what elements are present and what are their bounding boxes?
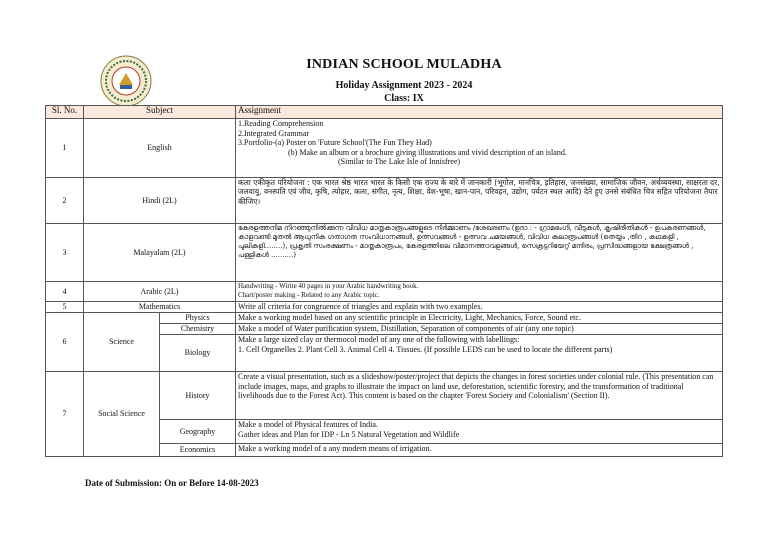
assignment-malayalam: കേരളത്തനിമ നിറഞ്ഞുനിൽക്കുന്ന വിവിധ മാതൃകാരൂപങ്ങളുടെ നിർമ്മാണം /ശേഖരണം (ഉദാ : - ഗ്രാമഭംഗി, വീടുകൾ, കൃഷിരീതികൾ - ഉപകരണങ്ങൾ, കാളവണ്ടി മുതൽ ആധുനിക ഗതാഗത സംവിധാനങ്ങൾ, ഉത്സവങ്ങൾ - ഉത്സവ ചമയങ്ങൾ, വിവിധ കലാരൂപങ്ങൾ (തെയ്യം ,തിറ , കഥകളി , പുലികളി........), പ്രകൃതി സംരക്ഷണം - മാതൃകാരൂപം, കേരളത്തിലെ വിമാനത്താവളങ്ങൾ, സെക്രട്ടറിയേറ്റ് മന്ദിരം, പ്രസിദ്ധങ്ങളായ ക്ഷേത്രങ്ങൾ , പള്ളികൾ ..........) <box>236 224 723 282</box>
row-number: 4 <box>46 282 84 302</box>
class-label: Class: IX <box>384 93 424 104</box>
subsubject-biology: Biology <box>160 335 236 372</box>
arabic-line-2: Chart/poster making - Related to any Arabic topic. <box>238 290 380 299</box>
subsubject-economics: Economics <box>160 444 236 457</box>
assignment-english <box>236 119 723 178</box>
geography-line-1: Make a model of Physical features of India. <box>238 420 378 429</box>
subsubject-history: History <box>160 372 236 420</box>
row-number: 2 <box>46 178 84 224</box>
subsubject-physics: Physics <box>160 313 236 324</box>
row-number: 7 <box>46 372 84 457</box>
table-row-hindi <box>46 178 723 224</box>
table-row-english <box>46 119 723 178</box>
table-row-arabic <box>46 282 723 302</box>
assignment-history: Create a visual presentation, such as a slideshow/poster/project that depicts the changes in forest societies under colonial rule. (This presentation can include images, maps, and graphs to illustrate the impact on land use, deforestation, scientific forestry, and the transformation of traditional livelihoods due to the Forest Act). This content is based on the chapter 'Forest Society and Colonialism' (Section II). <box>236 372 723 420</box>
table-row-maths <box>46 302 723 313</box>
english-line-2: 2.Integrated Grammar <box>238 128 310 138</box>
assignment-title: Holiday Assignment 2023 - 2024 <box>335 80 473 91</box>
table-row-malayalam <box>46 224 723 282</box>
assignment-economics: Make a working model of a any modern means of irrigation. <box>236 444 723 457</box>
assignment-arabic <box>236 282 723 302</box>
submission-date: Date of Submission: On or Before 14-08-2023 <box>85 478 259 488</box>
english-line-4: (b) Make an album or a brochure giving illustrations and vivid description of an island. <box>288 147 567 157</box>
row-number: 6 <box>46 313 84 372</box>
subject-science: Science <box>84 313 160 372</box>
assignment-maths: Write all criteria for congruence of triangles and explain with two examples. <box>236 302 723 313</box>
header-assignment: Assignment <box>236 106 723 119</box>
subject-maths: Mathematics <box>84 302 236 313</box>
table-header-row <box>46 106 723 119</box>
assignment-hindi: कला एकीकृत परियोजना : एक भारत श्रेष्ठ भारत भारत के किसी एक राज्य के बारे में जानकारी (भूगोल, मानचित्र, इतिहास, जनसंख्या, सामाजिक जीवन, अर्थव्यवस्था, साक्षरता दर, जलवायु, वनस्पति एवं जीव, कृषि, त्योहार, कला, संगीत, नृत्य, शिक्षा, वेश-भूषा, खान-पान, परिवहन, उद्योग, पर्यटन स्थल आदि) देते हुए उनसे संबंधित चित्र सहित परियोजना तैयार कीजिए। <box>236 178 723 224</box>
subject-english: English <box>84 119 236 178</box>
header-sl-no: Sl. No. <box>46 106 84 119</box>
header-subject: Subject <box>84 106 236 119</box>
english-line-5: (Similar to The Lake Isle of Innisfree) <box>338 157 461 167</box>
table-row-history <box>46 372 723 420</box>
table-row-physics <box>46 313 723 324</box>
biology-line-1: Make a large sized clay or thermocol model of any one of the following with labellings: <box>238 335 520 344</box>
row-number: 5 <box>46 302 84 313</box>
row-number: 1 <box>46 119 84 178</box>
row-number: 3 <box>46 224 84 282</box>
subject-social: Social Science <box>84 372 160 457</box>
assignment-biology <box>236 335 723 372</box>
assignment-geography <box>236 420 723 444</box>
subject-malayalam: Malayalam (2L) <box>84 224 236 282</box>
assignment-physics: Make a working model based on any scientific principle in Electricity, Light, Mechanics, Force, Sound etc. <box>236 313 723 324</box>
english-line-1: 1.Reading Comprehension <box>238 119 324 128</box>
school-name: INDIAN SCHOOL MULADHA <box>306 57 502 72</box>
assignment-table <box>45 105 723 457</box>
assignment-chemistry: Make a model of Water purification system, Distillation, Separation of components of air (any one topic) <box>236 324 723 335</box>
subsubject-geography: Geography <box>160 420 236 444</box>
subsubject-chemistry: Chemistry <box>160 324 236 335</box>
arabic-line-1: Handwriting - Wirite 40 pages in your Arabic handwriting book. <box>238 282 419 290</box>
geography-line-2: Gather ideas and Plan for IDP - Ln 5 Natural Vegetation and Wildlife <box>238 429 460 439</box>
subject-arabic: Arabic (2L) <box>84 282 236 302</box>
biology-line-2: 1. Cell Organelles 2. Plant Cell 3. Animal Cell 4. Tissues. (If possible LEDS can be used to locate the different parts) <box>238 344 613 354</box>
english-line-3: 3.Portfolio-(a) Poster on 'Future School'(The Fun They Had) <box>238 138 432 148</box>
subject-hindi: Hindi (2L) <box>84 178 236 224</box>
